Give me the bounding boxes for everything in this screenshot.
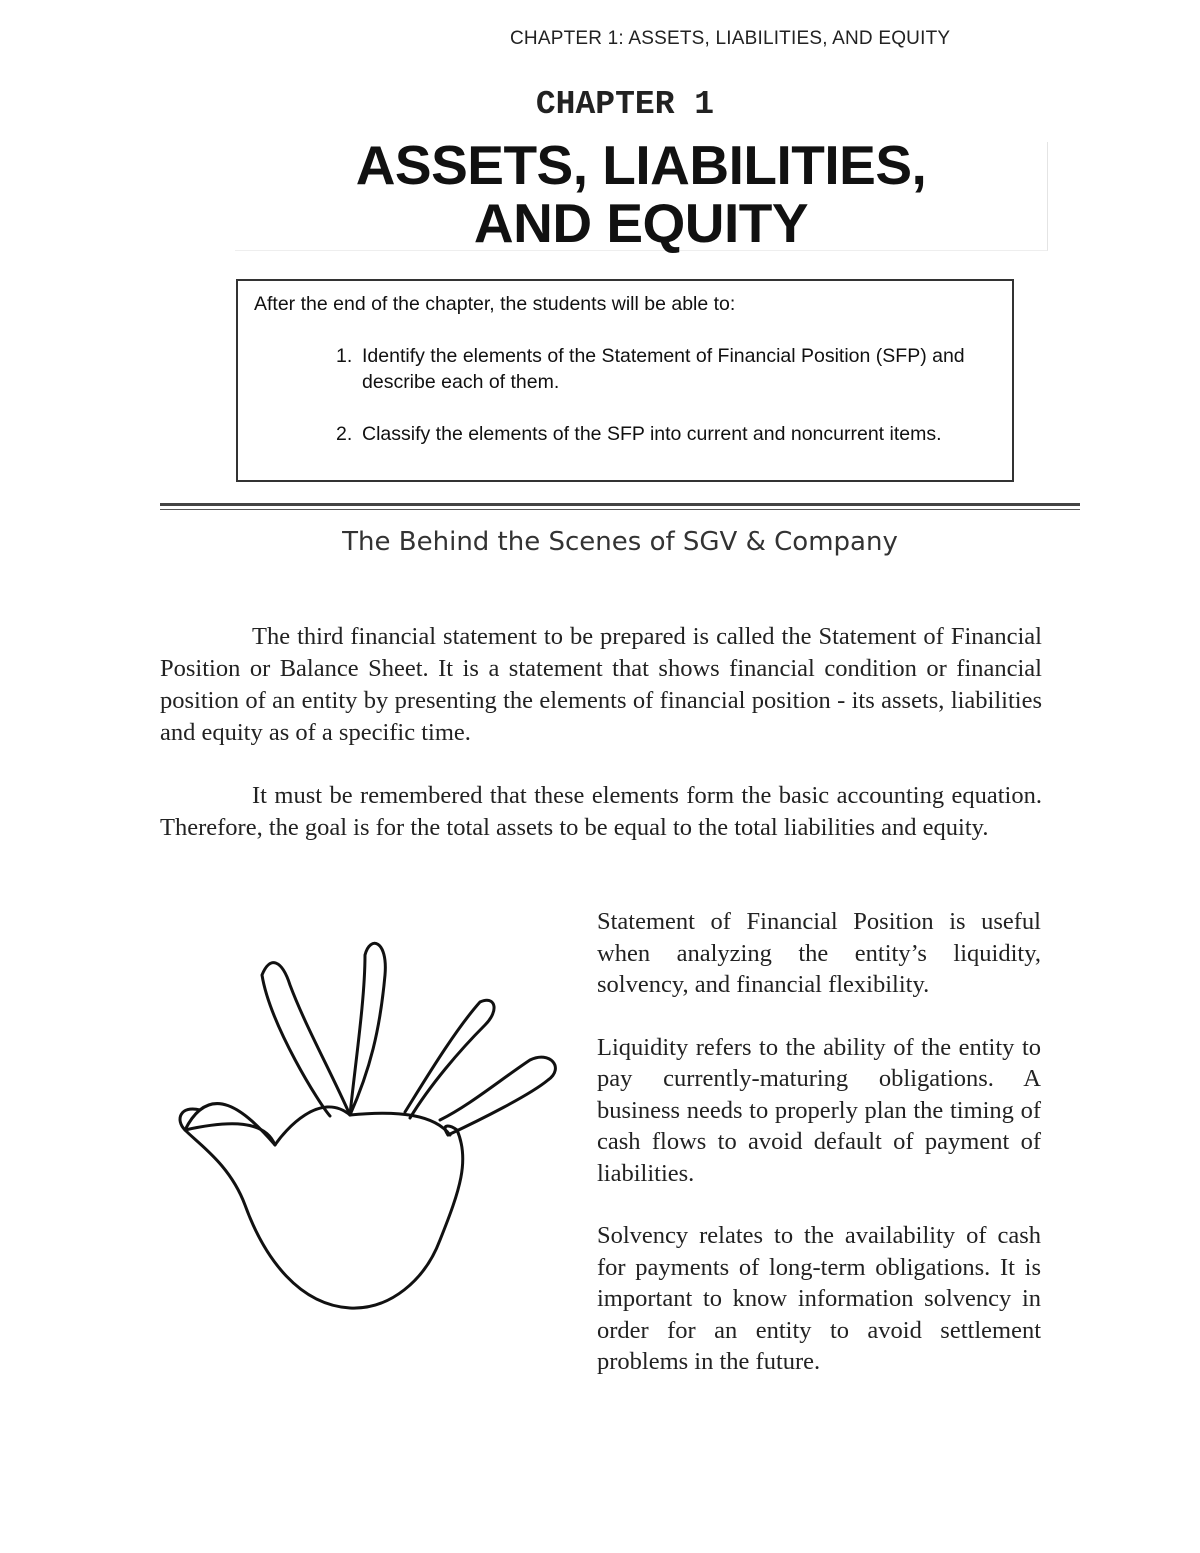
- objective-text: Identify the elements of the Statement of Financial Position (SFP) and describe each of them.: [362, 345, 965, 393]
- section-divider-thin: [160, 509, 1080, 510]
- objective-item: [336, 343, 976, 395]
- side-paragraph-1: Statement of Financial Position is useful when analyzing the entity’s liquidity, solvency, and financial flexibility.: [597, 908, 1041, 998]
- side-paragraph-2: Liquidity refers to the ability of the entity to pay currently-maturing obligations. A business needs to properly plan the timing of cash flows to avoid default of payment of liabilities.: [597, 1033, 1041, 1187]
- section-heading: The Behind the Scenes of SGV & Company: [342, 527, 898, 557]
- chapter-title-line-1: ASSETS, LIABILITIES,: [355, 134, 927, 196]
- side-column: [597, 906, 1041, 1409]
- objectives-list: [336, 343, 976, 473]
- side-paragraph-3: Solvency relates to the availability of cash for payments of long-term obligations. It is important to know information solvency in order for an entity to avoid settlement problems in the future.: [597, 1222, 1041, 1375]
- objective-number: 2.: [336, 423, 353, 445]
- running-header: CHAPTER 1: ASSETS, LIABILITIES, AND EQUITY: [510, 28, 951, 49]
- body-paragraph-2: It must be remembered that these elements form the basic accounting equation. Therefore, the goal is for the total assets to be equal to the total liabilities and equity.: [160, 782, 1042, 841]
- chapter-title-line-2: AND EQUITY: [473, 192, 809, 254]
- learning-objectives-box: [236, 279, 1014, 482]
- objectives-intro: After the end of the chapter, the students will be able to:: [254, 293, 736, 315]
- objective-item: [336, 421, 976, 447]
- body-paragraph-1: The third financial statement to be prepared is called the Statement of Financial Position or Balance Sheet. It is a statement that shows financial condition or financial position of an entity by presenting the elements of financial position - its assets, liabilities and equity as of a specific time.: [160, 623, 1042, 746]
- open-hand-icon: [170, 930, 570, 1330]
- objective-text: Classify the elements of the SFP into current and noncurrent items.: [362, 423, 942, 445]
- objective-number: 1.: [336, 345, 353, 367]
- chapter-label: CHAPTER 1: [535, 86, 715, 123]
- chapter-title: [235, 136, 1047, 252]
- section-divider-thick: [160, 503, 1080, 506]
